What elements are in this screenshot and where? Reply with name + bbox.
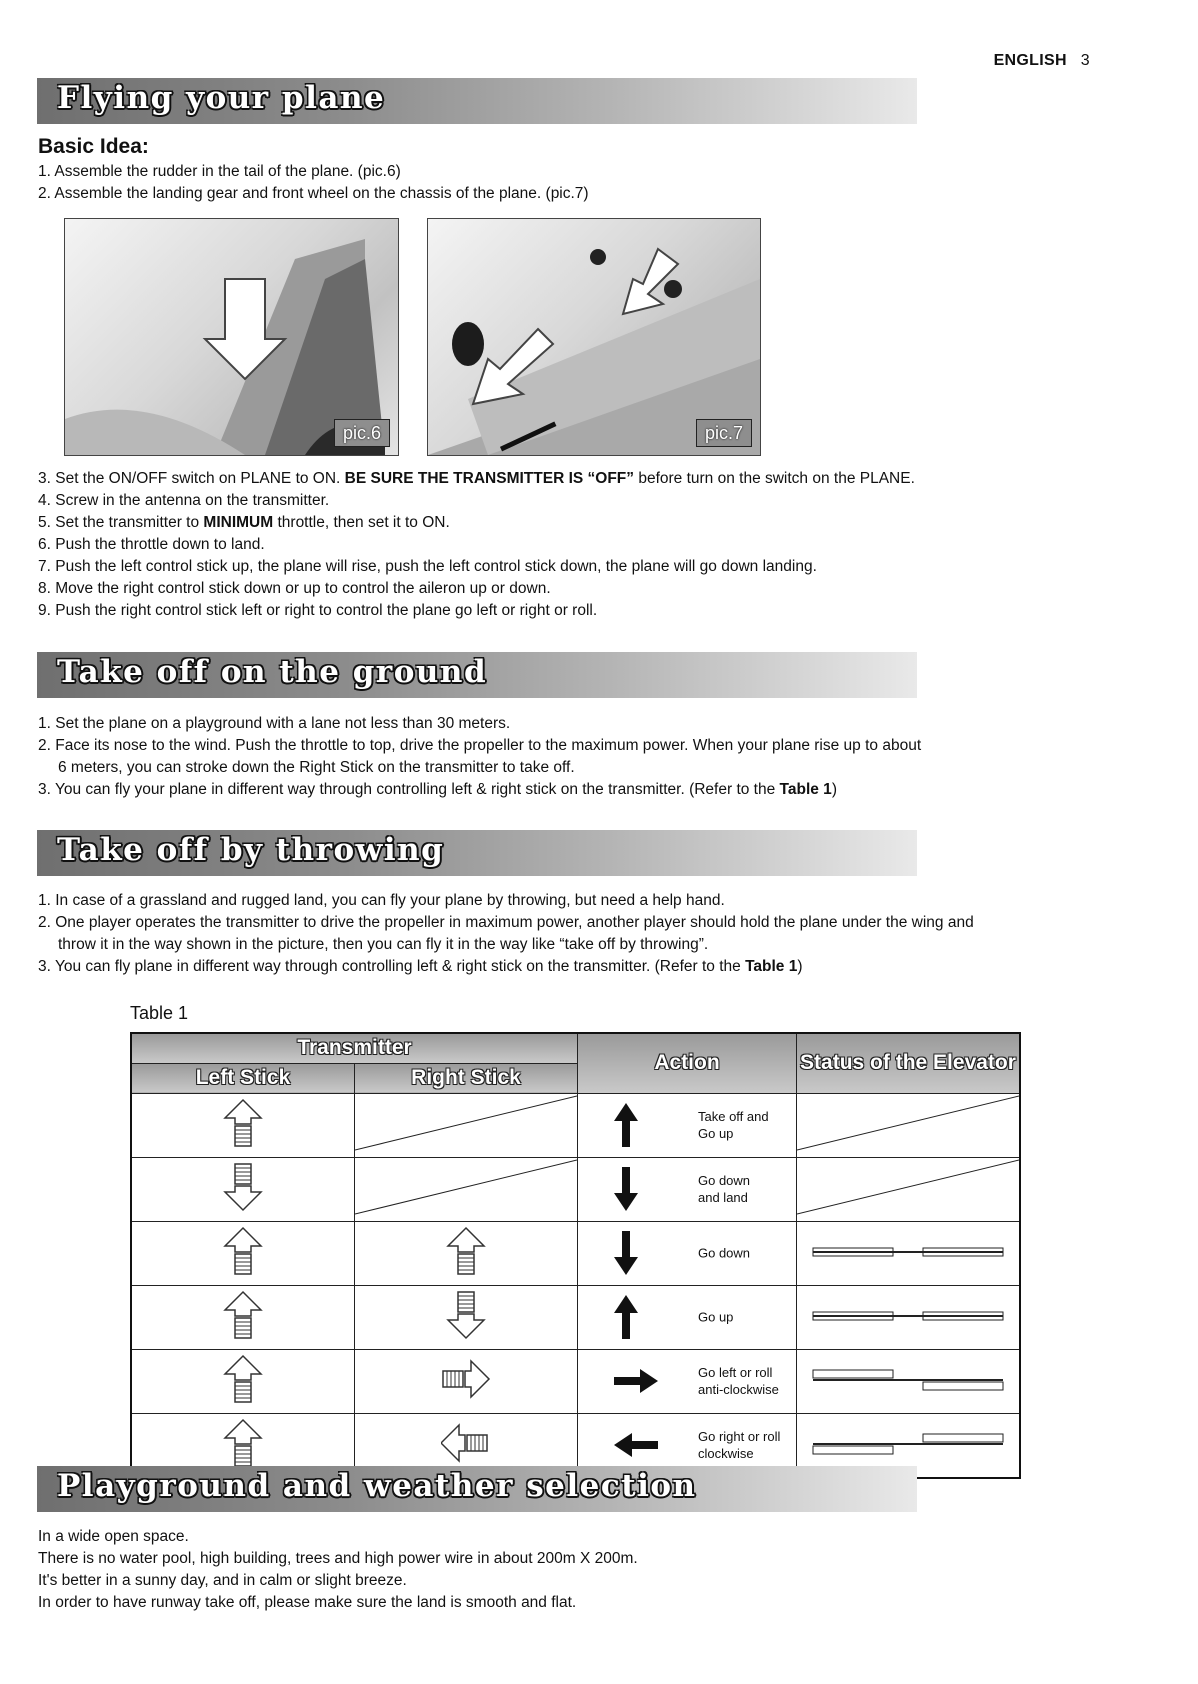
not-applicable-diagonal — [797, 1158, 1019, 1216]
action-text: Go up — [698, 1309, 734, 1325]
step-5: 5. Set the transmitter to MINIMUM throttle, then set it to ON. — [38, 514, 450, 531]
header-elevator-status: Status of the Elevator — [797, 1033, 1021, 1093]
not-applicable-diagonal — [355, 1094, 577, 1152]
section-banner-ground — [37, 652, 917, 698]
landing-gear-photo — [427, 218, 761, 456]
ground-step-2-cont: 6 meters, you can stroke down the Right Stick on the transmitter to take off. — [58, 759, 575, 776]
step-4: 4. Screw in the antenna on the transmitter. — [38, 492, 330, 509]
elevator-status-diagram — [797, 1286, 1019, 1344]
step-3: 3. Set the ON/OFF switch on PLANE to ON. BE SURE THE TRANSMITTER IS “OFF” before turn on the switch on the PLANE. — [38, 470, 915, 487]
right-stick-cell — [355, 1221, 578, 1285]
not-applicable-diagonal — [797, 1094, 1019, 1152]
throw-step-3: 3. You can fly plane in different way through controlling left & right stick on the transmitter. (Refer to the Table 1) — [38, 958, 803, 975]
control-table — [130, 1032, 1021, 1479]
section-title: Playground and weather selection — [57, 1468, 697, 1504]
up-arrow-icon — [614, 1295, 638, 1339]
action-cell — [578, 1221, 797, 1285]
table-row — [131, 1221, 1020, 1285]
pic6-label: pic.6 — [334, 419, 390, 447]
action-cell — [578, 1093, 797, 1157]
throw-step-2: 2. One player operates the transmitter to drive the propeller in maximum power, another player should hold the plane under the wing and — [38, 914, 974, 931]
elevator-status-diagram — [797, 1414, 1019, 1472]
down-arrow-icon — [614, 1167, 638, 1211]
ground-step-3: 3. You can fly your plane in different way through controlling left & right stick on the transmitter. (Refer to the Table 1) — [38, 781, 837, 798]
down-arrow-icon — [614, 1231, 638, 1275]
not-applicable-diagonal — [355, 1158, 577, 1216]
action-cell — [578, 1349, 797, 1413]
left-stick-cell — [131, 1157, 355, 1221]
language-text: ENGLISH — [993, 52, 1067, 69]
weather-line-3: It's better in a sunny day, and in calm or slight breeze. — [38, 1572, 407, 1589]
elevator-status-cell — [797, 1285, 1021, 1349]
right-stick-cell — [355, 1093, 578, 1157]
up-arrow-icon — [446, 1226, 486, 1276]
up-arrow-icon — [223, 1290, 263, 1340]
right-stick-cell — [355, 1349, 578, 1413]
left-arrow-icon — [614, 1433, 658, 1457]
elevator-status-diagram — [797, 1222, 1019, 1280]
weather-line-2: There is no water pool, high building, trees and high power wire in about 200m X 200m. — [38, 1550, 638, 1567]
right-arrow-icon — [614, 1369, 658, 1393]
step-1: 1. Assemble the rudder in the tail of the plane. (pic.6) — [38, 163, 401, 180]
weather-line-1: In a wide open space. — [38, 1528, 189, 1545]
elevator-status-cell — [797, 1093, 1021, 1157]
section-title: Take off on the ground — [57, 654, 488, 690]
elevator-status-diagram — [797, 1350, 1019, 1408]
left-stick-cell — [131, 1221, 355, 1285]
step-7: 7. Push the left control stick up, the plane will rise, push the left control stick down, the plane will go down landing. — [38, 558, 817, 575]
action-text: Go right or roll clockwise — [698, 1429, 781, 1461]
action-text: Take off and Go up — [698, 1109, 769, 1141]
section-banner-flying — [37, 78, 917, 124]
up-arrow-icon — [614, 1103, 638, 1147]
up-arrow-icon — [223, 1354, 263, 1404]
left-arrow-icon — [441, 1423, 491, 1463]
right-stick-cell — [355, 1157, 578, 1221]
table-row — [131, 1285, 1020, 1349]
left-stick-cell — [131, 1349, 355, 1413]
step-8: 8. Move the right control stick down or up to control the aileron up or down. — [38, 580, 551, 597]
page-number: 3 — [1080, 52, 1090, 69]
section-banner-throwing — [37, 830, 917, 876]
step-9: 9. Push the right control stick left or right to control the plane go left or right or roll. — [38, 602, 598, 619]
rudder-assembly-photo — [64, 218, 399, 456]
action-text: Go left or roll anti-clockwise — [698, 1365, 779, 1397]
action-cell — [578, 1157, 797, 1221]
section-title: Flying your plane — [57, 80, 386, 116]
section-title: Take off by throwing — [57, 832, 445, 868]
right-stick-cell — [355, 1285, 578, 1349]
action-text: Go down and land — [698, 1173, 751, 1205]
action-cell — [578, 1285, 797, 1349]
elevator-status-cell — [797, 1349, 1021, 1413]
step-2: 2. Assemble the landing gear and front wheel on the chassis of the plane. (pic.7) — [38, 185, 589, 202]
ground-step-1: 1. Set the plane on a playground with a lane not less than 30 meters. — [38, 715, 511, 732]
left-stick-cell — [131, 1093, 355, 1157]
left-stick-cell — [131, 1285, 355, 1349]
pic7-label: pic.7 — [696, 419, 752, 447]
header-transmitter: Transmitter — [131, 1033, 578, 1063]
basic-idea-heading: Basic Idea: — [38, 135, 149, 158]
header-left-stick: Left Stick — [131, 1063, 355, 1093]
action-text: Go down — [698, 1245, 751, 1261]
table-row — [131, 1157, 1020, 1221]
up-arrow-icon — [223, 1226, 263, 1276]
elevator-status-cell — [797, 1221, 1021, 1285]
elevator-status-cell — [797, 1157, 1021, 1221]
page-language-label — [994, 52, 1090, 70]
weather-line-4: In order to have runway take off, please make sure the land is smooth and flat. — [38, 1594, 577, 1611]
section-banner-weather — [37, 1466, 917, 1512]
header-right-stick: Right Stick — [355, 1063, 578, 1093]
table-caption: Table 1 — [130, 1003, 189, 1023]
throw-step-2-cont: throw it in the way shown in the picture, then you can fly it in the way like “take off by throwing”. — [58, 936, 709, 953]
table-row — [131, 1349, 1020, 1413]
ground-step-2: 2. Face its nose to the wind. Push the throttle to top, drive the propeller to the maximum power. When your plane rise up to about — [38, 737, 922, 754]
up-arrow-icon — [223, 1098, 263, 1148]
up-arrow-icon — [223, 1418, 263, 1468]
down-arrow-icon — [446, 1290, 486, 1340]
down-arrow-icon — [223, 1162, 263, 1212]
throw-step-1: 1. In case of a grassland and rugged land, you can fly your plane by throwing, but need a help hand. — [38, 892, 725, 909]
header-action: Action — [578, 1033, 797, 1093]
right-arrow-icon — [441, 1359, 491, 1399]
step-6: 6. Push the throttle down to land. — [38, 536, 265, 553]
table-row — [131, 1093, 1020, 1157]
